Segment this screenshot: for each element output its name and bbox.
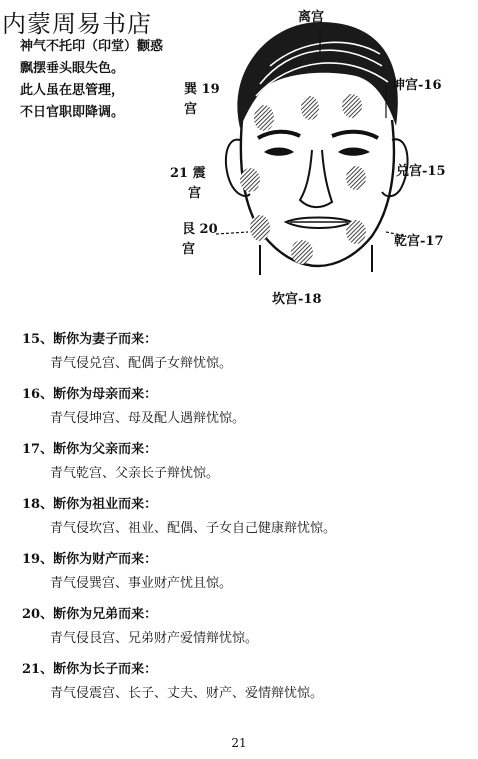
item-answer: 青气乾宫、父亲长子辩忧惊。 [50,466,220,481]
item-question: 21、断你为长子而来： [22,662,158,677]
item-answer: 青气侵兑宫、配偶子女辩忧惊。 [50,356,233,371]
intro-line: 此人虽在思管理， [20,83,125,98]
item-question: 19、断你为财产而来： [22,552,158,567]
list-item [22,438,462,493]
label-li-palace: 离宫 [298,10,325,25]
intro-line: 神气不托印（印堂）颧惑 [20,39,164,54]
item-answer: 青气侵坎宫、祖业、配偶、子女自己健康辩忧惊。 [50,521,337,536]
label-zhen-palace-suffix: 宫 [188,186,202,201]
face-diagram [160,0,478,320]
intro-line: 不日官职即降调。 [20,105,125,120]
list-item [22,383,462,438]
list-item [22,658,462,713]
item-answer: 青气侵巽宫、事业财产忧且惊。 [50,576,233,591]
watermark: 内蒙周易书店 [2,10,152,38]
item-answer: 青气侵艮宫、兄弟财产爱情辩忧惊。 [50,631,259,646]
item-question: 20、断你为兄弟而来： [22,607,158,622]
label-kun-palace: 坤宫-16 [392,78,442,93]
reading-list [22,328,462,713]
item-answer: 青气侵坤宫、母及配人遇辩忧惊。 [50,411,246,426]
item-question: 17、断你为父亲而来： [22,442,158,457]
item-question: 15、断你为妻子而来： [22,332,158,347]
intro-verse [20,36,163,124]
label-gen-palace: 艮 20 [182,222,218,237]
label-gen-palace-suffix: 宫 [182,242,196,257]
list-item [22,493,462,548]
label-dui-palace: 兑宫-15 [396,164,446,179]
label-xun-palace-suffix: 宫 [184,102,198,117]
list-item [22,603,462,658]
item-question: 16、断你为母亲而来： [22,387,158,402]
item-answer: 青气侵震宫、长子、丈夫、财产、爱情辩忧惊。 [50,686,324,701]
intro-line: 飘摆垂头眼失色。 [20,61,125,76]
item-question: 18、断你为祖业而来： [22,497,158,512]
label-zhen-palace: 21 震 [170,166,206,181]
label-qian-palace: 乾宫-17 [394,234,444,249]
label-xun-palace: 巽 19 [184,82,220,97]
label-kan-palace: 坎宫-18 [272,292,322,307]
page-number: 21 [231,736,247,750]
list-item [22,328,462,383]
list-item [22,548,462,603]
